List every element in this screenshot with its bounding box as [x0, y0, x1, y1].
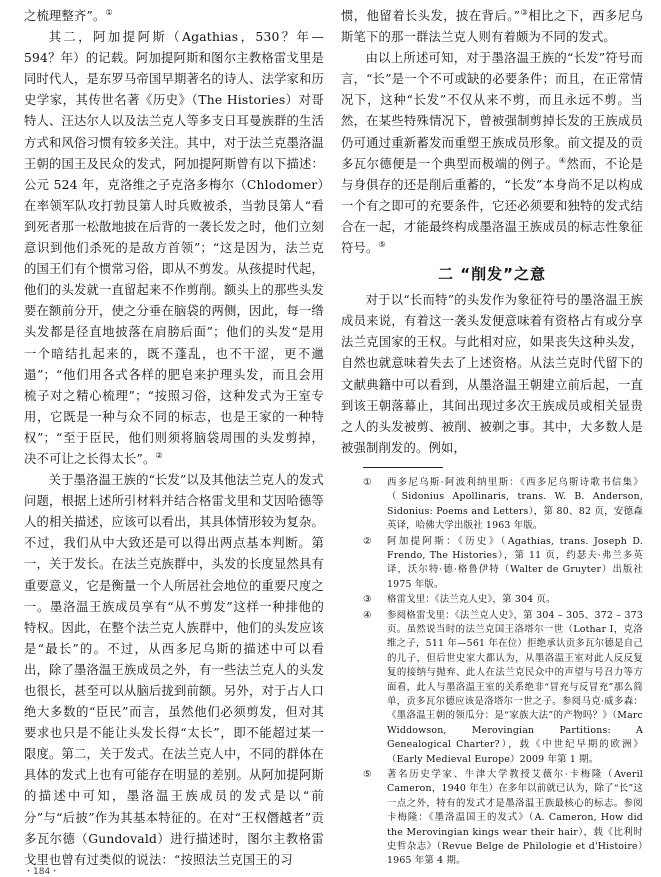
footnote-number: ④ — [363, 609, 372, 621]
page-number: ・184・ — [24, 867, 60, 877]
right-paragraph-1: 由以上所述可知，对于墨洛温王族的“长发”符号而言，“长”是一个不可或缺的必要条件；而且，在正常情况下，这种“长发”不仅从来不剪，而且永远不剪。当然，在某些特殊情况下，曾被强制剪掉长发的王族成员仍可通过重新蓄发而重塑王族成员形象。前文提及的贡多瓦尔德便是一个典型而极端的例子。④然而，不论是与身俱存的还是削后重蓄的，“长发”本身尚不足以构成一个有之即可的充要条件，它还必须要和独特的发式结合在一起，才能最终构成墨洛温王族成员的标志性象征符号。⑤ — [341, 51, 643, 256]
footnote-text: 阿加提阿斯：《历史》（Agathias, trans. Joseph D. Frendo, The Histories），第 11 页，约瑟夫·弗兰多英译，沃尔特·德·格鲁伊特（Walter de Gruyter）出版社 1975 年版。 — [387, 535, 643, 590]
footnote-item — [363, 535, 643, 593]
footnote-text: 参阅格雷戈里：《法兰克人史》，第 304 – 305、372 – 373 页。虽然说当时的法兰克国王洛塔尔一世（Lothar I，克洛维之子，511 年—561 年在位）拒绝承认贡多瓦尔德是自己的儿子，但后世史家大都认为，从墨洛温王室对此人反反复复的接纳与抛弃、此人在法兰克民众中的声望与号召力等方面看，此人与墨洛温王室的关系绝非“冒充与反冒充”那么简单，贡多瓦尔德应该是洛塔尔一世之子。参阅马克·威多森：《墨洛温王朝的领瓜分：是“家族大法”的产物吗？》（Marc Widdowson, Merovingian Partitions: A Genealogical Charter?），载《中世纪早期的欧洲》（Early Medieval Europe）2009 年第 1 期。 — [387, 609, 643, 765]
footnote-item — [363, 476, 643, 534]
left-paragraph-2: 关于墨洛温王族的“长发”以及其他法兰克人的发式问题，根据上述所引材料并结合格雷戈里和艾因哈德等人的相关描述，应该可以看出，其具体情形较为复杂。不过，我们从中大致还是可以得出两点基本判断。第一，关于发长。在法兰克族群中，头发的长度显然具有重要意义，它是衡量一个人所居社会地位的重要尺度之一。墨洛温王族成员享有“从不剪发”这样一种排他的特权。因此，在整个法兰克人族群中，他们的头发应该是“最长”的。不过，从西多尼乌斯的描述中可以看出，除了墨洛温王族成员之外，有一些法兰克人的头发也很长，甚至可以从脑后拢到前额。另外，对于占人口绝大多数的“臣民”而言，虽然他们必须剪发，但对其要求也只是不能让头发长得“太长”，即不能超过某一限度。第二，关于发式。在法兰克人中，不同的群体在具体的发式上也有可能存在明显的差别。从阿加提阿斯的描述中可知，墨洛温王族成员的发式是以“前分”与“后披”作为其基本特征的。在对“王权僭越者”贡多瓦尔德（Gundovald）进行描述时，图尔主教格雷戈里也曾有过类似的说法：“按照法兰克国王的习 — [24, 473, 325, 867]
footnote-number: ② — [363, 535, 372, 547]
footnote-divider — [363, 467, 443, 468]
footnote-ref-1: ① — [105, 7, 113, 17]
footnote-ref-5: ⑤ — [378, 239, 386, 249]
footnotes — [363, 476, 643, 869]
footnote-number: ⑤ — [363, 769, 372, 780]
footnote-item — [363, 593, 643, 607]
section-title: 二 “削发”之意 — [438, 265, 546, 284]
footnote-ref-3: ③ — [520, 7, 529, 17]
footnote-text: 著名历史学家、牛津大学教授艾薇尔·卡梅隆（Averil Cameron，1940 年生）在多年以前就已认为，除了“长”这一点之外，特有的发式才是墨洛温王族最核心的标志。参阅卡梅隆：《墨洛温国王的发式》（A. Cameron, How did the Merovingian kings wear their hair），载《比利时史哲杂志》（Revue Belge de Philologie et d'Histoire）1965 年第 4 期。 — [387, 769, 643, 867]
footnote-ref-4: ④ — [558, 155, 567, 165]
footnote-ref-2: ② — [155, 450, 163, 460]
right-paragraph-2: 对于以“长而特”的头发作为象征符号的墨洛温王族成员来说，有着这一袭头发便意味着有资格占有或分享法兰克国家的王权。与此相对应，如果丧失这种头发，自然也就意味着失去了上述资格。从法兰克时代留下的文献典籍中可以看到，从墨洛温王朝建立前后起，一直到该王朝落幕止，其间出现过多次王族成员或相关显贵之人的头发被剪、被削、被剃之事。其中，大多数人是被强制削发的。例如， — [341, 293, 643, 455]
left-paragraph-0: 之梳理整齐”。① — [24, 7, 113, 23]
footnote-item — [363, 768, 643, 869]
left-paragraph-1: 其二，阿加提阿斯（Agathias，530？年—594？年）的记载。阿加提阿斯和图尔主教格雷戈里是同时代人，是东罗马帝国早期著名的诗人、法学家和历史学家，其传世名著《历史》（The Histories）对哥特人、汪达尔人以及法兰克人等多支日耳曼族群的生活方式和风俗习惯有较多关注。其中，对于法兰克墨洛温王朝的国王及民众的发式，阿加提阿斯曾有以下描述：公元 524 年，克洛维之子克洛多梅尔（Chlodomer）在率领军队攻打勃艮第人时兵败被杀，当勃艮第人“看到死者那一松散地披在后背的一袭长发之时，他们立刻意识到他们杀死的是敌方首领”；“这是因为，法兰克的国王们有个惯常习俗，即从不剪发。从孩提时代起，他们的头发就一直留起来不作剪削。额头上的那些头发要在额前分开，使之分垂在脑袋的两侧，因此，每一绺头发都是径直地披落在肩膀后面”；他们的头发“是用一个暗结扎起来的，既不蓬乱，也不干涩，更不邋遢”；“他们用各式各样的肥皂来护理头发，而且会用梳子对之精心梳理”；“按照习俗，这种发式为王室专用，它既是一种与众不同的标志，也是王家的一种特权”；“至于臣民，他们则须将脑袋周围的头发剪掉，决不可让之长得太长”。② — [24, 30, 324, 466]
footnote-text: 格雷戈里：《法兰克人史》，第 304 页。 — [387, 594, 556, 606]
footnote-number: ③ — [363, 594, 372, 606]
footnote-item — [363, 609, 643, 767]
footnote-text: 西多尼乌斯·阿波利纳里斯：《西多尼乌斯诗歌书信集》（Sidonius Apollinaris, trans. W. B. Anderson, Sidonius: Poems and Letters），第 80、82 页，安德森英译，哈佛大学出版社 1963 年版。 — [387, 476, 643, 532]
left-column — [24, 6, 324, 871]
footnote-number: ① — [363, 476, 372, 488]
right-column — [341, 6, 643, 870]
right-paragraph-0: 惯，他留着长头发，披在背后。”③相比之下，西多尼乌斯笔下的那一群法兰克人则有着颇为不同的发式。 — [341, 7, 644, 45]
